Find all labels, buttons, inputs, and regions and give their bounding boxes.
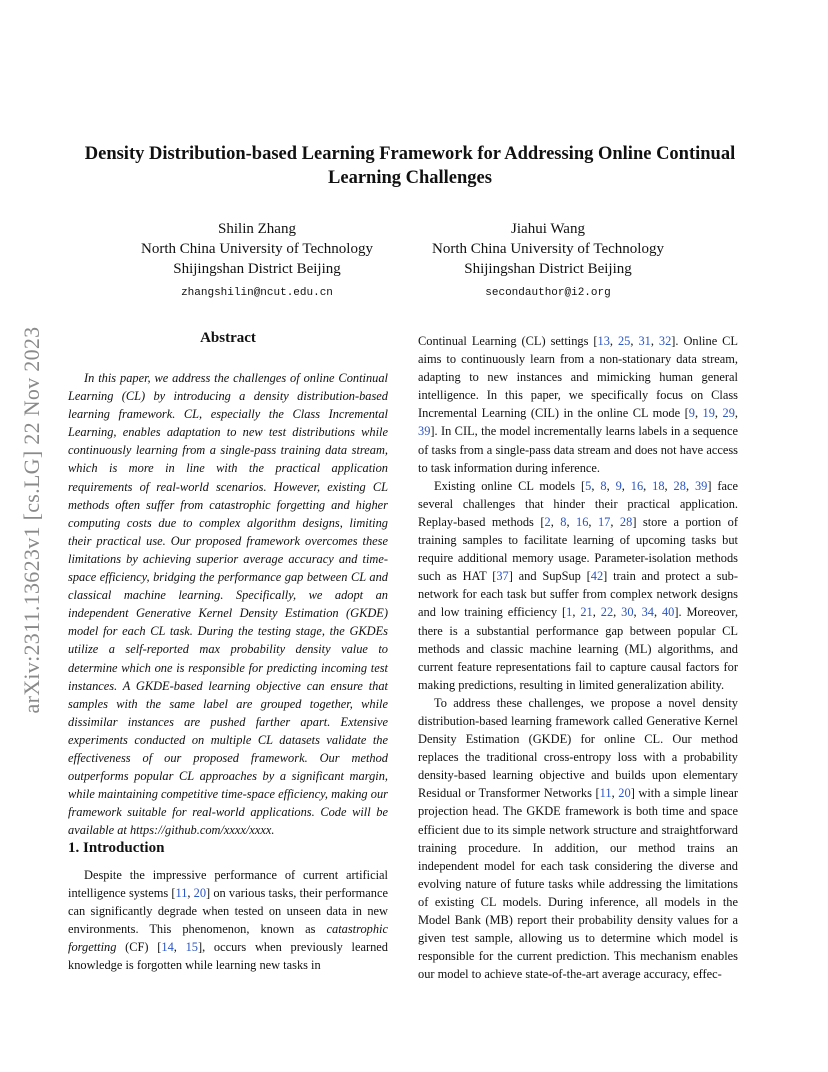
citation-link[interactable]: 1 <box>566 605 573 620</box>
text-run: (CF) [ <box>116 940 162 955</box>
text-run: To address these challenges, we propose a novel density distribution-based learning framework called Generative Kernel Density Estimation (GKDE) for online CL. Our method replaces the traditional cross-entropy loss with a probability density-based learning objective and builds upon elementary Residual or Transformer Networks [ <box>418 695 738 801</box>
text-run: ] train and protect a sub-network for each task but suffer from complex network designs and low training efficiency [ <box>418 569 739 620</box>
paragraph: Continual Learning (CL) settings [13, 25, 31, 32]. Online CL aims to continuously learn from a non-stationary data stream, adapting to new instances and mimicking human general intelligence. In this paper, we specifically focus on Class Incremental Learning (CIL) in the online CL mode [9, 19, 29, 39]. In CIL, the model incrementally learns labels in a sequence of tasks from a single-pass data stream and does not have access to task information during inference. <box>418 334 739 475</box>
text-run: ] face several challenges that hinder their practical application. Replay-based methods [ <box>418 478 738 529</box>
text-run: Continual Learning (CL) settings [ <box>418 334 598 348</box>
citation-link[interactable]: 11 <box>599 786 612 801</box>
citation-link[interactable]: 9 <box>688 406 695 421</box>
text-run: , <box>173 940 186 955</box>
text-run: ] store a portion of training samples to facilitate learning of upcoming tasks but require additional memory usage. Parameter-isolation methods such as HAT [ <box>418 514 738 584</box>
abstract-heading: Abstract <box>200 330 256 346</box>
citation-link[interactable]: 5 <box>585 478 592 493</box>
paragraph: Existing online CL models [5, 8, 9, 16, 18, 28, 39] face several challenges that hinder their practical application. Replay-based methods [2, 8, 16, 17, 28] store a portion of training samples to facilitate learning of upcoming tasks but require additional memory usage. Parameter-isolation methods such as HAT [37] and SupSup [42] train and protect a sub-network for each task but suffer from complex network designs and low training efficiency [1, 21, 22, 30, 34, 40]. Moreover, there is a substantial performance gap between popular CL methods and classic machine learning (ML) algorithms, and current feature representations fail to capture causal factors for making predictions, resulting in limited generalization ability. <box>418 478 739 692</box>
citation-link[interactable]: 34 <box>641 605 654 620</box>
author-email: secondauthor@i2.org <box>485 287 611 299</box>
emphasis-term: catastrophic forgetting <box>68 922 388 955</box>
citation-link[interactable]: 39 <box>418 424 431 439</box>
citation-link[interactable]: 42 <box>590 569 604 584</box>
author-name: Jiahui Wang <box>511 221 585 237</box>
citation-link[interactable]: 21 <box>580 605 593 620</box>
text-run: ] and SupSup [ <box>508 569 591 584</box>
citation-link[interactable]: 30 <box>621 605 634 620</box>
citation-link[interactable]: 16 <box>576 514 589 529</box>
author-affiliation: North China University of Technology <box>432 241 664 257</box>
citation-link[interactable]: 8 <box>600 478 607 493</box>
citation-link[interactable]: 31 <box>638 334 651 348</box>
citation-link[interactable]: 14 <box>161 940 174 955</box>
text-run: ]. Moreover, there is a substantial performance gap between popular CL methods and classic machine learning (ML) algorithms, and current feature representations fail to capture causal factors for making predictions, resulting in limited generalization ability. <box>418 605 738 692</box>
citation-link[interactable]: 37 <box>496 569 509 584</box>
citation-link[interactable]: 16 <box>630 478 644 493</box>
citation-link[interactable]: 13 <box>597 334 610 348</box>
abstract-text: In this paper, we address the challenges of online Continual Learning (CL) by introducing a density distribution-based learning framework. CL, especially the Class Incremental Learning, enables adaptation to new test distributions while continuously learning from a single-pass training data stream, which is more in line with the practical application requirements of real-world scenarios. However, existing CL methods often suffer from catastrophic forgetting and higher computing costs due to complex algorithm designs, limiting their practical use. Our proposed framework overcomes these limitations by achieving superior average accuracy and time-space efficiency, bridging the performance gap between CL and classical machine learning. Specifically, we adopt an independent Generative Kernel Density Estimation (GKDE) model for each CL task. During the testing stage, the GKDEs utilize a self-reported max probability density value to determine which one is responsible for predicting incoming test instances. A GKDE-based learning objective can ensure that samples with the same label are grouped together, while dissimilar instances are pushed farther apart. Extensive experiments conducted on multiple CL datasets validate the effectiveness of our proposed framework. Our method outperforms popular CL approaches by a significant margin, while maintaining competitive time-space efficiency, making our framework suitable for real-world applications. Code will be available at https://github.com/xxxx/xxxx. <box>68 371 388 838</box>
citation-link[interactable]: 28 <box>619 514 633 529</box>
text-run: ]. In CIL, the model incrementally learns labels in a sequence of tasks from a single-pass data stream and does not have access to task information during inference. <box>418 424 738 475</box>
citation-link[interactable]: 25 <box>617 334 631 348</box>
text-run: Existing online CL models [ <box>434 478 586 493</box>
text-run: ]. Online CL aims to continuously learn from a non-stationary data stream, adapting to new instances and mimicking human general intelligence. In this paper, we specifically focus on Class Incremental Learning (CIL) in the online CL mode [ <box>418 334 738 421</box>
text-run: ] on various tasks, their performance can significantly degrade when tested on unseen data in new environments. This phenomenon, known as <box>68 886 388 937</box>
citation-link[interactable]: 20 <box>193 886 207 901</box>
arxiv-stamp <box>10 280 54 760</box>
author-name: Shilin Zhang <box>218 221 296 237</box>
introduction-paragraph-1 <box>68 866 388 975</box>
author-block-2 <box>408 219 688 303</box>
citation-link[interactable]: 19 <box>702 406 715 421</box>
paper-title: Density Distribution-based Learning Framework for Addressing Online Continual Learning Challenges <box>84 144 736 188</box>
citation-link[interactable]: 11 <box>175 886 188 901</box>
paragraph: To address these challenges, we propose a novel density distribution-based learning framework called Generative Kernel Density Estimation (GKDE) for online CL. Our method replaces the traditional cross-entropy loss with a probability density-based learning objective and builds upon elementary Residual or Transformer Networks [11, 20] with a simple linear projection head. The GKDE framework is both time and space efficient due to its simple network structure and straightforward training procedure. In addition, our method trains an independent model for each task considering the diverse and evolving nature of future tasks while addressing the limitations of existing CL models. During inference, all models in the Model Bank (MB) report their probability density values for a given test sample, allowing us to determine which model is responsible for the current prediction. This mechanism enables our model to achieve state-of-the-art average accuracy, effec- <box>418 695 738 982</box>
citation-link[interactable]: 22 <box>600 605 614 620</box>
text-run: , <box>187 886 194 901</box>
arxiv-stamp-text: arXiv:2311.13623v1 [cs.LG] 22 Nov 2023 <box>19 326 44 714</box>
text-run: Despite the impressive performance of current artificial intelligence systems [ <box>68 868 388 901</box>
author-block-1 <box>120 219 394 303</box>
citation-link[interactable]: 9 <box>615 478 622 493</box>
author-location: Shijingshan District Beijing <box>464 261 632 277</box>
citation-link[interactable]: 29 <box>722 406 735 421</box>
introduction-heading: 1. Introduction <box>68 840 165 856</box>
citation-link[interactable]: 40 <box>661 605 675 620</box>
citation-link[interactable]: 28 <box>673 478 686 493</box>
citation-link[interactable]: 39 <box>694 478 708 493</box>
citation-link[interactable]: 8 <box>560 514 567 529</box>
citation-link[interactable]: 2 <box>544 514 551 529</box>
text-run: ], occurs when previously learned knowledge is forgotten while learning new tasks in <box>68 940 388 973</box>
citation-link[interactable]: 18 <box>652 478 665 493</box>
text-run: ] with a simple linear projection head. The GKDE framework is both time and space efficient due to its simple network structure and straightforward training procedure. In addition, our method trains an independent model for each task considering the diverse and evolving nature of future tasks while addressing the limitations of existing CL models. During inference, all models in the Model Bank (MB) report their probability density values for a given test sample, allowing us to determine which model is responsible for the current prediction. This mechanism enables our model to achieve state-of-the-art average accuracy, effec- <box>418 786 738 982</box>
author-affiliation: North China University of Technology <box>141 241 373 257</box>
citation-link[interactable]: 17 <box>597 514 611 529</box>
right-column-text <box>418 332 738 983</box>
author-email: zhangshilin@ncut.edu.cn <box>181 287 333 299</box>
citation-link[interactable]: 20 <box>618 786 631 801</box>
author-location: Shijingshan District Beijing <box>173 261 341 277</box>
citation-link[interactable]: 15 <box>185 940 198 955</box>
citation-link[interactable]: 32 <box>658 334 672 348</box>
